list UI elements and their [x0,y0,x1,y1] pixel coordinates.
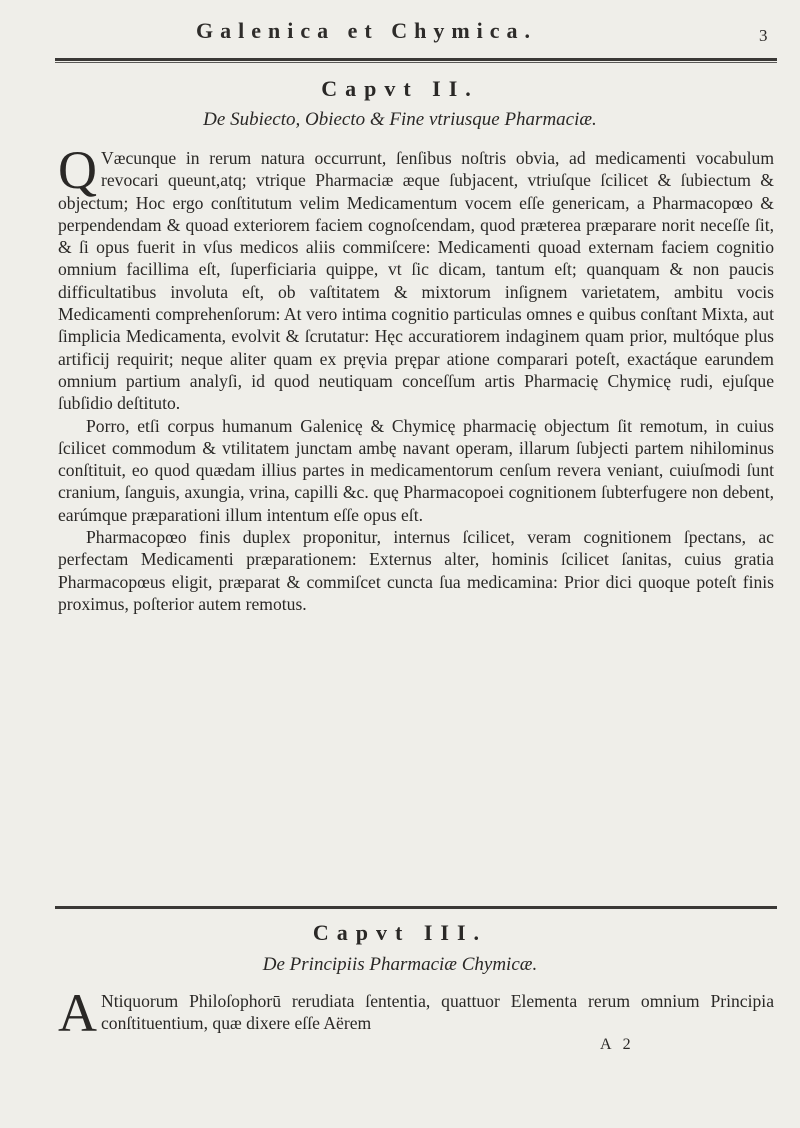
chapter-2-body [58,140,774,902]
paragraph-2: Porro, etſi corpus humanum Galenicę & Chymicę pharmacię objectum ſit remotum, in cuius ſcilicet commodum & vtilitatem junctam ambę navant operam, illarum ſubjecti partem nihilominus conſtituit, eo quod quædam illius partes in medicamentorum cenſum revera veniant, cuiuſmodi ſunt cranium, ſanguis, axungia, vrina, capilli &c. quę Pharmacopoei cognitionem ſubterfugere non debent, earúmque præparationi illum intentum eſſe opus eſt. [58,415,774,525]
paragraph-3: Pharmacopœo finis duplex proponitur, internus ſcilicet, veram cognitionem ſpectans, ac perfectam Medicamenti præparationem: Externus alter, hominis ſcilicet ſanitas, cuius gratia Pharmacopœus eligit, præparat & commiſcet cuncta ſua medicamina: Prior dici quoque poteſt finis proximus, poſterior autem remotus. [58,527,774,614]
chapter-3-title: Capvt III. [312,920,488,945]
drop-capital-2: A [58,983,97,1043]
signature-mark: A 2 [600,1036,635,1053]
drop-capital: Q [58,140,97,200]
paragraph-4-text: Ntiquorum Philoſophorū rerudiata ſententia, quattuor Elementa rerum omnium Principia conſtituentium, quæ dixere eſſe Aërem [101,991,774,1034]
running-title: Galenica et Chymica. [196,18,538,43]
paragraph-1-text: Væcunque in rerum natura occurrunt, ſenſibus noſtris obvia, ad medicamenti vocabulum revocari queunt,atq; vtrique Pharmaciæ æque ſubjacent, vtriuſque ſcilicet & ſubiectum & objectum; Hoc ergo conſtitutum velim Medicamentum vocem eſſe genericam, a Pharmacopœo & perpendendam & quoad exteriorem faciem cognoſcendam, quod præterea præparare norit neceſſe ſit, & ſi opus fuerit in vſus medicos aliis commiſcere: Medicamenti quoad externam faciem cognitio omnium facillima eſt, ſuperficiaria quippe, vt ſic dicam, tantum eſt; quanquam & non paucis difficultatibus involuta eſt, ob vaſtitatem & mixtorum inſignem varietatem, ambitu vocis Medicamenti comprehenſorum: At vero intima cognitio particulas omnes e quibus conſtant Mixta, aut ſimplicia Medicamenta, evolvit & ſcrutatur: Hęc accuratiorem indaginem quam prior, multóque plus artificij requirit; neque aliter quam ex pręvia prępar atione comparari poteſt, exactáque earundem omnium partium analyſi, id quod neutiquam conceſſum artis Pharmacię Chymicę rudi, ejuſque ſubſidio deſtituto. [58,148,774,414]
chapter-2-subtitle: De Subiecto, Obiecto & Fine vtriusque Pharmaciæ. [203,109,597,130]
header-rule-thin [55,62,777,63]
paragraph-1 [58,140,774,415]
section-rule [55,906,777,909]
chapter-3-subtitle: De Principiis Pharmaciæ Chymicæ. [262,954,538,975]
chapter-3-body [58,983,774,1043]
paragraph-4 [58,983,774,1043]
chapter-2-title: Capvt II. [321,76,479,101]
page-number: 3 [759,26,768,45]
header-rule [55,58,777,61]
